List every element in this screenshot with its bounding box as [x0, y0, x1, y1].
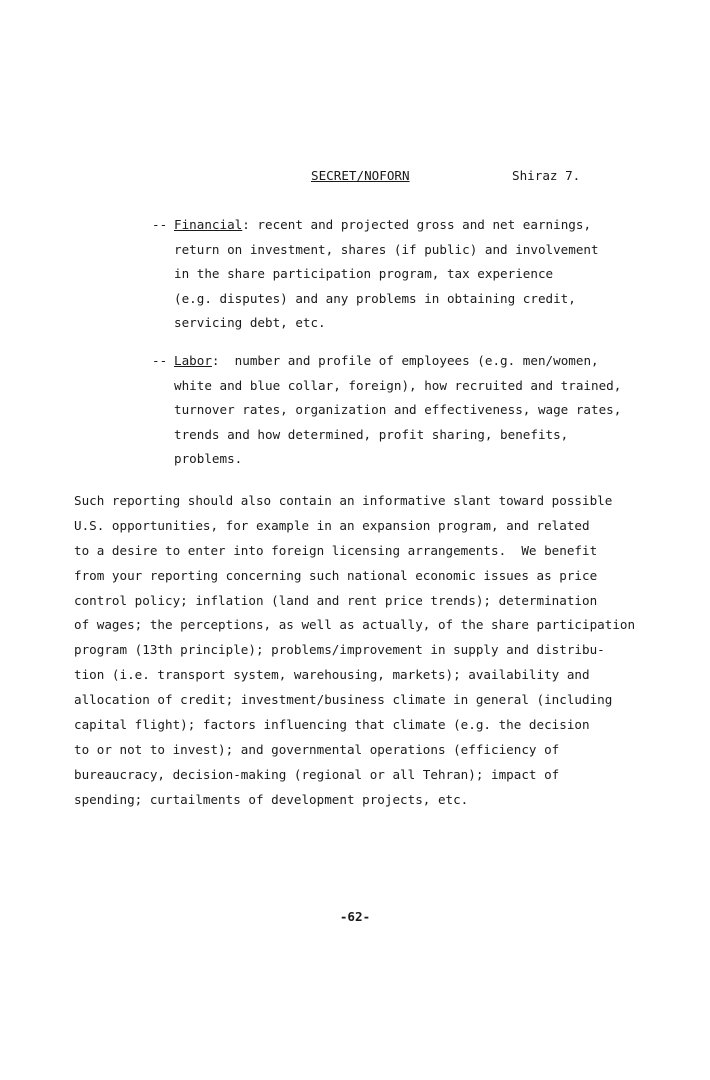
page-reference: Shiraz 7.	[512, 168, 581, 183]
bullet-line-text: problems.	[174, 451, 243, 467]
bullet-line-text: (e.g. disputes) and any problems in obtaining credit,	[174, 290, 576, 306]
paragraph-line: control policy; inflation (land and rent price trends); determination	[74, 592, 598, 608]
bullet-line-text: turnover rates, organization and effectiveness, wage rates,	[174, 402, 622, 418]
bullet-term: Labor	[174, 353, 212, 368]
bullet-line	[152, 447, 632, 472]
bullet-first-line	[152, 349, 632, 374]
bullet-line	[152, 238, 632, 263]
bullet-term: Financial	[174, 217, 243, 232]
paragraph-line: spending; curtailments of development projects, etc.	[74, 791, 469, 807]
bullet-line	[152, 398, 632, 423]
bullet-labor	[152, 349, 632, 472]
page-number: -62-	[339, 909, 371, 924]
paragraph-line: tion (i.e. transport system, warehousing, markets); availability and	[74, 667, 590, 683]
bullet-first-line-text: : recent and projected gross and net earnings,	[242, 217, 592, 232]
paragraph-line: of wages; the perceptions, as well as actually, of the share participation	[74, 617, 636, 633]
paragraph-line: bureaucracy, decision-making (regional or all Tehran); impact of	[74, 766, 560, 782]
classification-marking: SECRET/NOFORN	[311, 168, 410, 183]
bullet-line-text: white and blue collar, foreign), how recruited and trained,	[174, 377, 622, 393]
paragraph-line: Such reporting should also contain an informative slant toward possible	[74, 493, 613, 508]
bullet-dash: --	[152, 353, 168, 368]
bullet-line	[152, 287, 632, 312]
bullet-first-line-text: : number and profile of employees (e.g. men/women,	[211, 353, 599, 368]
paragraph-line: from your reporting concerning such national economic issues as price	[74, 567, 598, 583]
paragraph-line: to a desire to enter into foreign licensing arrangements. We benefit	[74, 542, 598, 558]
body-paragraph	[74, 489, 654, 813]
paragraph-line: U.S. opportunities, for example in an expansion program, and related	[74, 517, 590, 533]
paragraph-line: program (13th principle); problems/improvement in supply and distribu-	[74, 642, 605, 658]
bullet-line-text: servicing debt, etc.	[174, 315, 326, 331]
bullet-line	[152, 374, 632, 399]
paragraph-line: to or not to invest); and governmental operations (efficiency of	[74, 741, 560, 757]
bullet-financial	[152, 213, 632, 336]
bullet-line-text: trends and how determined, profit sharing, benefits,	[174, 426, 569, 442]
bullet-dash: --	[152, 217, 168, 232]
bullet-first-line	[152, 213, 632, 238]
bullet-line-text: return on investment, shares (if public) and involvement	[174, 241, 599, 257]
bullet-line	[152, 423, 632, 448]
paragraph-line: allocation of credit; investment/business climate in general (including	[74, 692, 613, 708]
paragraph-line: capital flight); factors influencing that climate (e.g. the decision	[74, 717, 590, 733]
bullet-line	[152, 262, 632, 287]
bullet-line	[152, 311, 632, 336]
bullet-line-text: in the share participation program, tax experience	[174, 266, 554, 282]
